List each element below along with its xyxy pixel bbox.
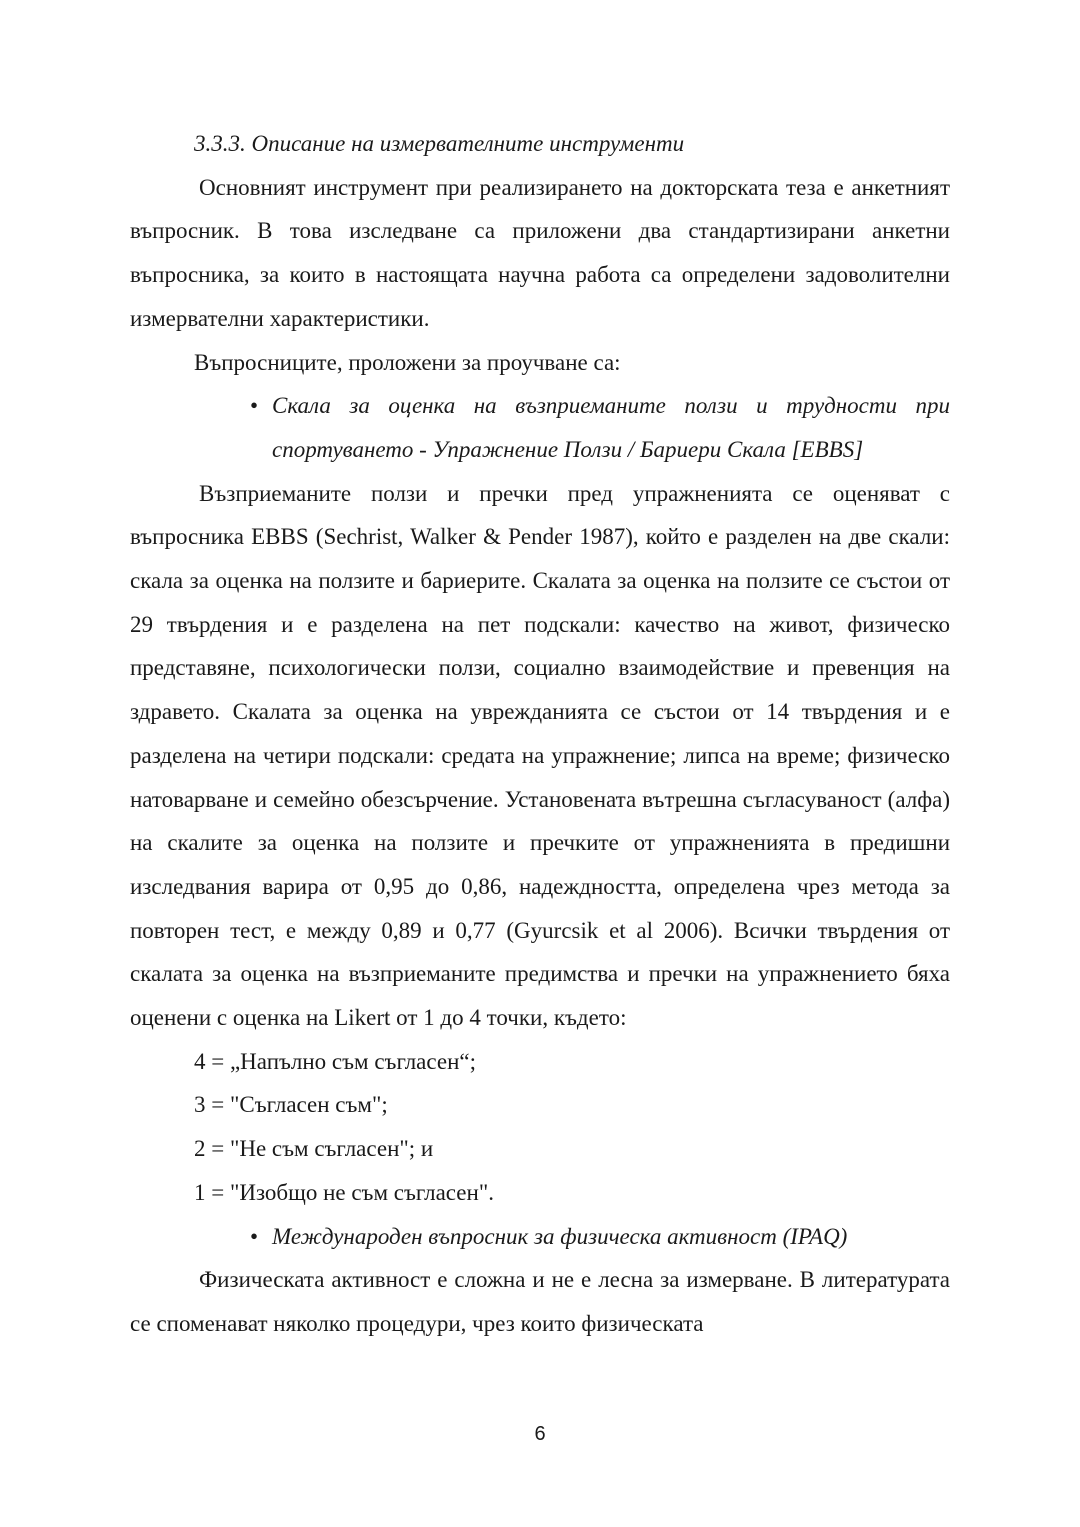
bullet-text-ebbs: Скала за оценка на възприеманите ползи и трудности при спортуването - Упражнение Ползи / Бариери Скала [EBBS] — [272, 393, 950, 462]
likert-item-4: 4 = „Напълно съм съгласен“; — [194, 1048, 476, 1074]
likert-item-1: 1 = "Изобщо не съм съгласен". — [194, 1179, 494, 1205]
paragraph-physical-activity: Физическата активност е сложна и не е лесна за измерване. В литературата се споменават няколко процедури, чрез които физическата — [130, 1267, 950, 1336]
page-number: 6 — [534, 1423, 546, 1445]
bullet-item-ipaq — [130, 1215, 950, 1259]
paragraph-ebbs-description: Възприеманите ползи и пречки пред упражненията се оценяват с въпросника EBBS (Sechrist, Walker & Pender 1987), който е разделен на две скали: скала за оценка на ползите и бариерите. Скалата за оценка на ползите се състои от 29 твърдения и е разделена на пет подскали: качество на живот, физическо представяне, психологически ползи, социално взаимодействие и превенция на здравето. Скалата за оценка на уврежданията се състои от 14 твърдения и е разделена на четири подскали: средата на упражнение; липса на време; физическо натоварване и семейно обезсърчение. Установената вътрешна съгласуваност (алфа) на скалите за оценка на ползите и пречките от упражненията в предишни изследвания варира от 0,95 до 0,86, надеждността, определена чрез метода за повторен тест, е между 0,89 и 0,77 (Gyurcsik et al 2006). Всички твърдения от скалата за оценка на възприеманите предимства и пречки на упражнението бяха оценени с оценка на Likert от 1 до 4 точки, където: — [130, 480, 950, 1031]
section-heading: 3.3.3. Описание на измервателните инструменти — [194, 131, 685, 156]
likert-item-2: 2 = "Не съм съгласен"; и — [194, 1136, 434, 1162]
bullet-text-ipaq: Международен въпросник за физическа активност (IPAQ) — [272, 1223, 848, 1249]
paragraph-questionnaires-intro: Въпросниците, проложени за проучване са: — [194, 349, 621, 375]
likert-item-3: 3 = "Съгласен съм"; — [194, 1092, 388, 1118]
bullet-item-ebbs — [130, 384, 950, 471]
page-content — [130, 122, 950, 1346]
paragraph-main-instrument: Основният инструмент при реализирането на докторската теза е анкетният въпросник. В това изследване са приложени два стандартизирани анкетни въпросника, за които в настоящата научна работа са определени задоволителни измервателни характеристики. — [130, 174, 950, 331]
bullet-icon: • — [250, 393, 259, 419]
bullet-icon: • — [250, 1223, 259, 1249]
